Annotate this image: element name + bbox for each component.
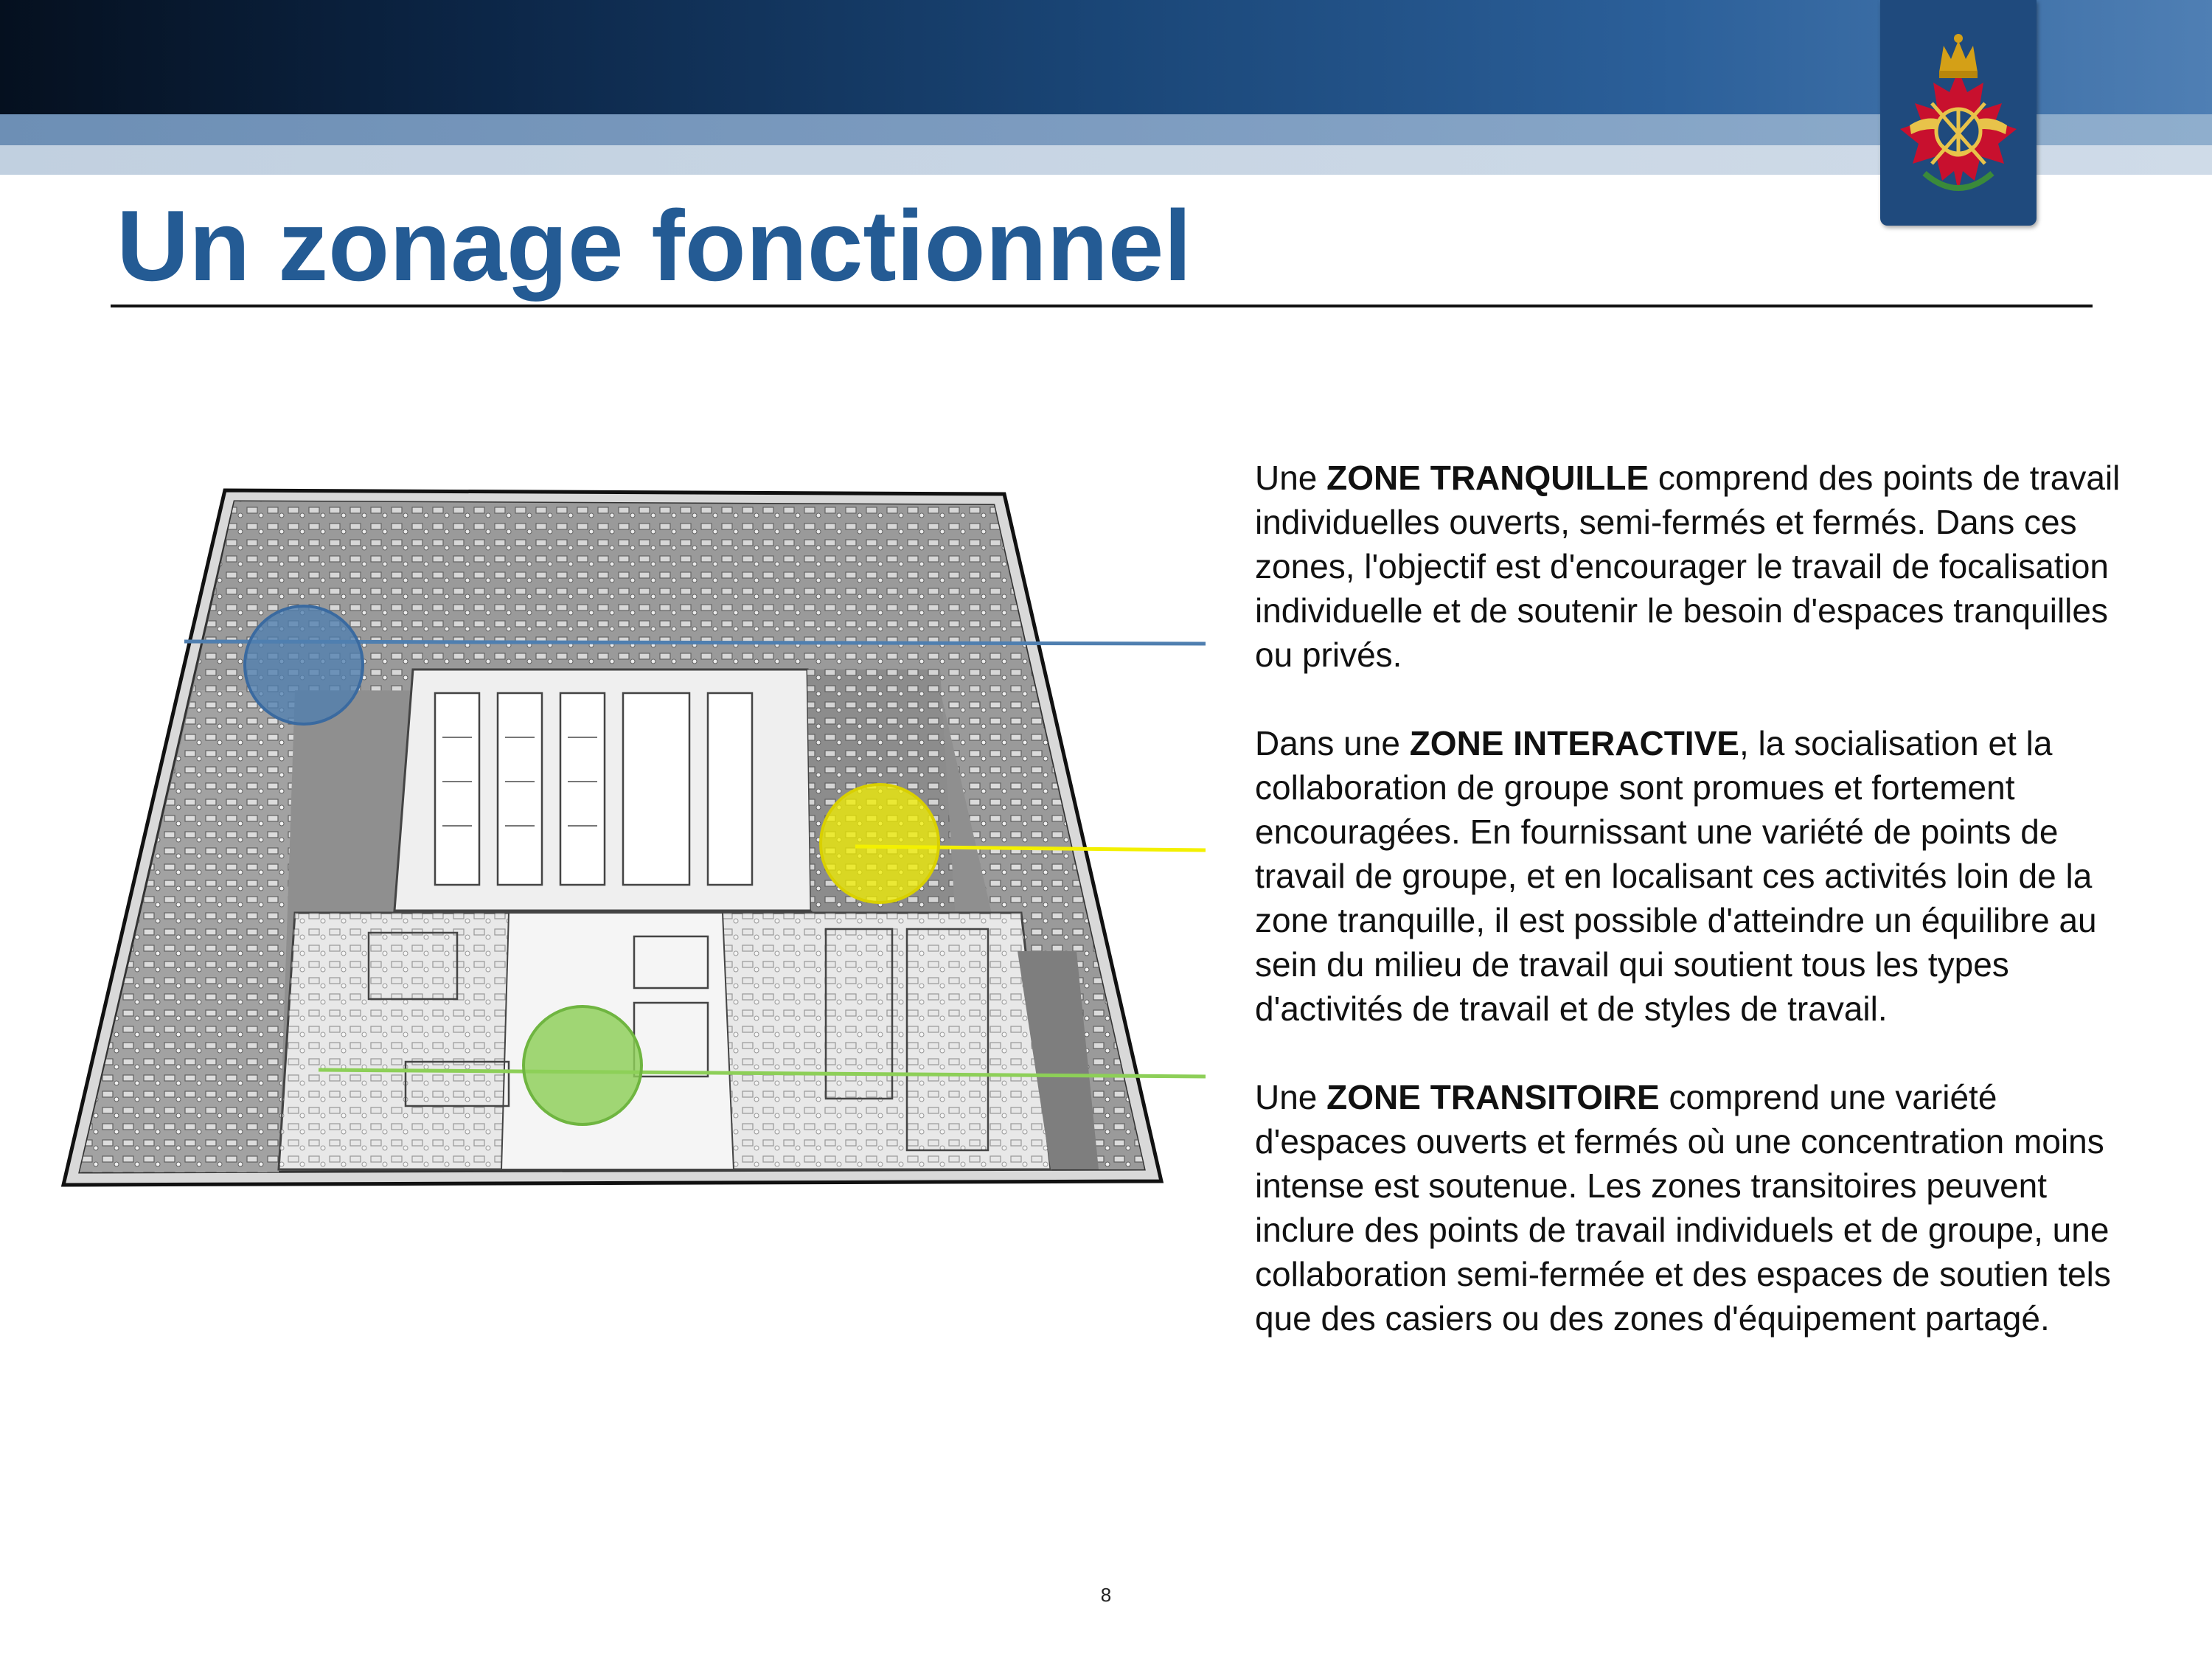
page-title: Un zonage fonctionnel: [116, 189, 1192, 302]
page-number: 8: [1100, 1584, 1112, 1606]
zone-descriptions: [1255, 456, 2154, 1385]
zone-transitoire-label: ZONE TRANSITOIRE: [1326, 1078, 1660, 1116]
zone-transitoire-paragraph: [1255, 1075, 2154, 1340]
zone-tranquille-label: ZONE TRANQUILLE: [1326, 459, 1649, 497]
office-floorplan-illustration: [59, 472, 1209, 1209]
paragraph-prefix: Une: [1255, 459, 1327, 497]
zone-interactive-paragraph: [1255, 721, 2154, 1031]
canadian-forces-crest-icon: [1880, 0, 2037, 226]
zone-tranquille-marker: [245, 606, 363, 724]
zone-interactive-marker: [821, 785, 939, 902]
paragraph-body: comprend une variété d'espaces ouverts et fermés où une concentration moins intense est soutenue. Les zones transitoires peuvent inclure des points de travail individuels et de groupe, une collaboration semi-fermée et des espaces de soutien tels que des casiers ou des zones d'équipement partagé.: [1255, 1078, 2111, 1338]
zone-interactive-label: ZONE INTERACTIVE: [1409, 724, 1739, 762]
zone-transitoire-marker: [524, 1006, 641, 1124]
paragraph-prefix: Dans une: [1255, 724, 1410, 762]
paragraph-body: , la socialisation et la collaboration de groupe sont promues et fortement encouragées. En fournissant une variété de points de travail de groupe, et en localisant ces activités loin de la zone tranquille, il est possible d'atteindre un équilibre au sein du milieu de travail qui soutient tous les types d'activités de travail et de styles de travail.: [1255, 724, 2097, 1028]
title-rule: [111, 305, 2093, 307]
paragraph-body: comprend des points de travail individuelles ouverts, semi-fermés et fermés. Dans ces zones, l'objectif est d'encourager le travail de focalisation individuelle et de soutenir le besoin d'espaces tranquilles ou privés.: [1255, 459, 2121, 674]
paragraph-prefix: Une: [1255, 1078, 1327, 1116]
zone-tranquille-paragraph: [1255, 456, 2154, 677]
